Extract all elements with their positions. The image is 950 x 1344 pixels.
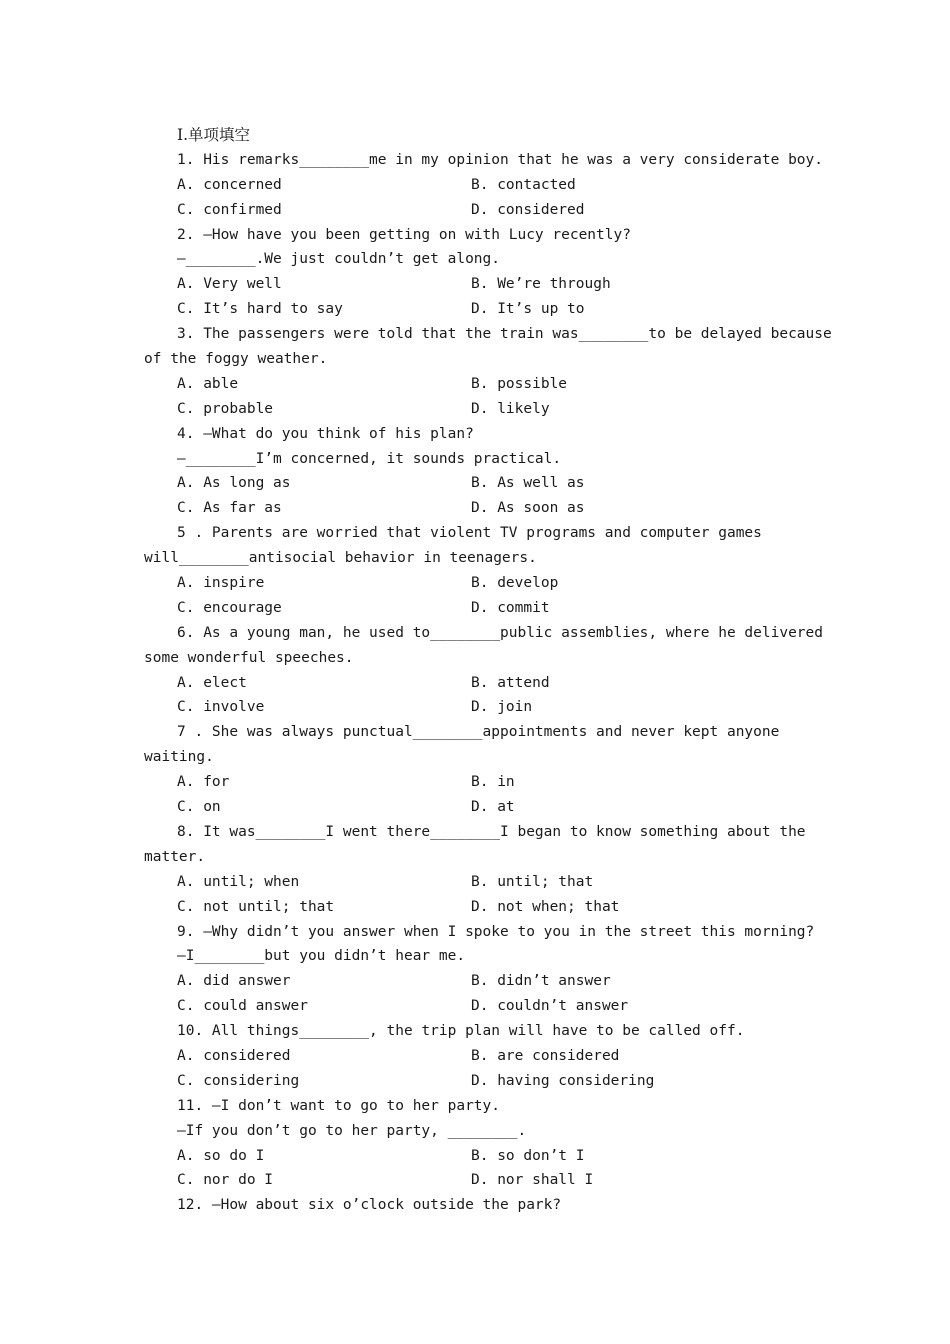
- question-9: [144, 920, 815, 1020]
- question-12: [144, 1193, 808, 1218]
- question-stem: 9. —Why didn’t you answer when I spoke to you in the street this morning?: [177, 923, 815, 940]
- question-stem: 2. —How have you been getting on with Lucy recently?: [177, 226, 631, 243]
- options-row: [144, 994, 808, 1019]
- question-stem: 5 . Parents are worried that violent TV programs and computer games: [177, 525, 762, 542]
- question-5: [144, 521, 808, 621]
- question-stem: 10. All things________, the trip plan will have to be called off.: [177, 1023, 745, 1040]
- option-c: C. on: [177, 799, 221, 816]
- options-row: [144, 496, 808, 521]
- options-row: [144, 173, 808, 198]
- question-reply: —If you don’t go to her party, ________.: [177, 1122, 527, 1139]
- question-7: [144, 720, 808, 820]
- option-d: D. not when; that: [471, 898, 620, 915]
- option-b: B. possible: [471, 375, 568, 392]
- option-a: A. until; when: [177, 873, 300, 890]
- exercise-content: [144, 123, 832, 1218]
- options-row: [144, 297, 808, 322]
- options-row: [144, 1069, 808, 1094]
- question-3: [144, 322, 832, 422]
- option-b: B. are considered: [471, 1047, 620, 1064]
- option-d: D. nor shall I: [471, 1172, 594, 1189]
- question-stem: 11. —I don’t want to go to her party.: [177, 1097, 501, 1114]
- options-row: [144, 795, 808, 820]
- option-c: C. probable: [177, 400, 274, 417]
- option-a: A. able: [177, 375, 239, 392]
- option-b: B. contacted: [471, 176, 576, 193]
- option-d: D. join: [471, 699, 533, 716]
- options-row: [144, 1044, 808, 1069]
- option-c: C. encourage: [177, 599, 282, 616]
- question-6: [144, 621, 824, 721]
- question-stem: 1. His remarks________me in my opinion that he was a very considerate boy.: [177, 151, 824, 168]
- question-stem: 7 . She was always punctual________appointments and never kept anyone: [177, 724, 780, 741]
- option-b: B. As well as: [471, 475, 585, 492]
- question-stem: 8. It was________I went there________I began to know something about the: [177, 823, 806, 840]
- options-row: [144, 895, 808, 920]
- question-stem-continued: will________antisocial behavior in teenagers.: [144, 550, 537, 567]
- option-d: D. likely: [471, 400, 550, 417]
- options-row: [144, 969, 808, 994]
- option-d: D. As soon as: [471, 500, 585, 517]
- option-d: D. at: [471, 799, 515, 816]
- option-d: D. It’s up to: [471, 301, 585, 318]
- options-row: [144, 198, 808, 223]
- option-a: A. concerned: [177, 176, 282, 193]
- options-row: [144, 372, 808, 397]
- option-a: A. so do I: [177, 1147, 265, 1164]
- option-c: C. As far as: [177, 500, 282, 517]
- option-c: C. nor do I: [177, 1172, 274, 1189]
- option-d: D. couldn’t answer: [471, 998, 629, 1015]
- options-row: [144, 272, 808, 297]
- option-a: A. elect: [177, 674, 247, 691]
- options-row: [144, 770, 808, 795]
- option-d: D. commit: [471, 599, 550, 616]
- option-a: A. As long as: [177, 475, 291, 492]
- question-10: [144, 1019, 808, 1094]
- options-row: [144, 571, 808, 596]
- question-stem-continued: some wonderful speeches.: [144, 649, 354, 666]
- section-title: Ⅰ.单项填空: [177, 126, 251, 144]
- option-d: D. having considering: [471, 1072, 655, 1089]
- question-reply: —I________but you didn’t hear me.: [177, 948, 466, 965]
- question-1: [144, 148, 824, 223]
- question-11: [144, 1094, 808, 1194]
- question-reply: —________I’m concerned, it sounds practical.: [177, 450, 562, 467]
- question-4: [144, 422, 808, 522]
- option-b: B. so don’t I: [471, 1147, 585, 1164]
- question-8: [144, 820, 808, 920]
- option-b: B. develop: [471, 575, 559, 592]
- option-c: C. not until; that: [177, 898, 335, 915]
- option-b: B. We’re through: [471, 276, 611, 293]
- options-row: [144, 397, 808, 422]
- option-b: B. in: [471, 774, 515, 791]
- option-a: A. did answer: [177, 973, 291, 990]
- question-2: [144, 223, 808, 323]
- question-stem: 12. —How about six o’clock outside the park?: [177, 1197, 562, 1214]
- option-c: C. confirmed: [177, 201, 282, 218]
- options-row: [144, 1168, 808, 1193]
- option-a: A. inspire: [177, 575, 265, 592]
- option-c: C. could answer: [177, 998, 308, 1015]
- question-stem: 6. As a young man, he used to________public assemblies, where he delivered: [177, 624, 824, 641]
- option-a: A. for: [177, 774, 230, 791]
- options-row: [144, 1144, 808, 1169]
- option-a: A. considered: [177, 1047, 291, 1064]
- options-row: [144, 671, 808, 696]
- question-stem-continued: waiting.: [144, 749, 214, 766]
- options-row: [144, 596, 808, 621]
- option-b: B. didn’t answer: [471, 973, 611, 990]
- option-a: A. Very well: [177, 276, 282, 293]
- question-stem-continued: of the foggy weather.: [144, 351, 328, 368]
- options-row: [144, 695, 808, 720]
- option-b: B. until; that: [471, 873, 594, 890]
- question-stem: 3. The passengers were told that the train was________to be delayed because: [177, 326, 832, 343]
- option-d: D. considered: [471, 201, 585, 218]
- option-c: C. considering: [177, 1072, 300, 1089]
- question-reply: —________.We just couldn’t get along.: [177, 251, 501, 268]
- option-c: C. involve: [177, 699, 265, 716]
- question-stem-continued: matter.: [144, 848, 206, 865]
- question-stem: 4. —What do you think of his plan?: [177, 425, 474, 442]
- options-row: [144, 870, 808, 895]
- option-c: C. It’s hard to say: [177, 301, 343, 318]
- option-b: B. attend: [471, 674, 550, 691]
- options-row: [144, 471, 808, 496]
